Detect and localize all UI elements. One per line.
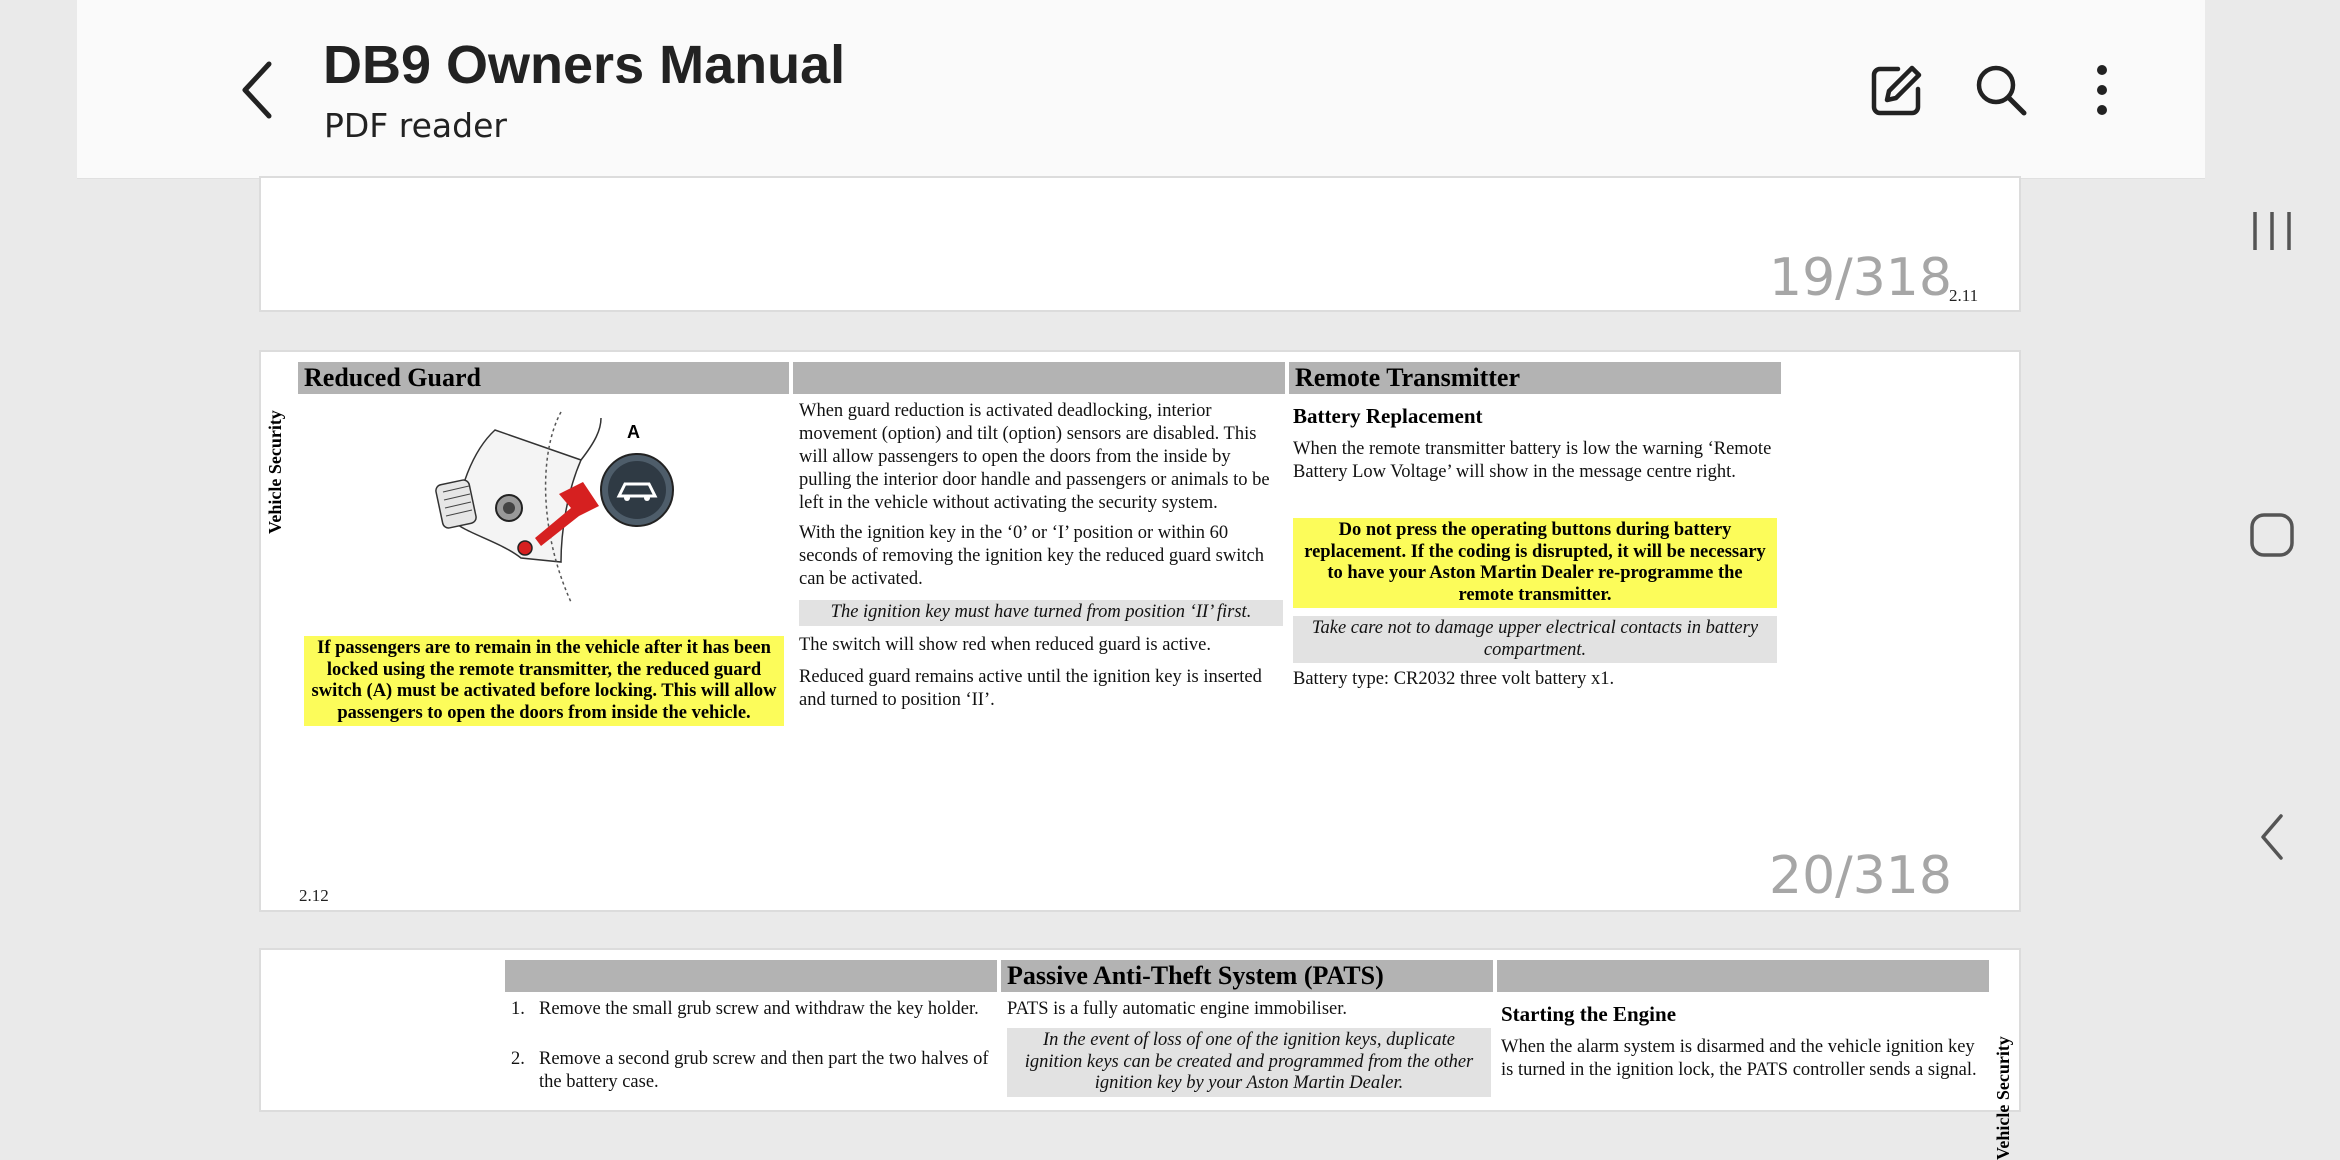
reduced-guard-switch-illustration — [411, 412, 711, 612]
back-button[interactable] — [217, 50, 297, 130]
section-side-label: Vehicle Security — [265, 410, 285, 534]
page-counter: 19/318 — [1769, 248, 1952, 308]
section-header-pats: Passive Anti-Theft System (PATS) — [1001, 960, 1493, 992]
paragraph-battery-type: Battery type: CR2032 three volt battery x1. — [1293, 669, 1615, 689]
pdf-page-21 — [261, 950, 2019, 1160]
section-side-label: Vehicle Security — [1993, 1036, 2013, 1160]
subheader-starting-engine: Starting the Engine — [1501, 1002, 1677, 1026]
note-electrical-contacts: Take care not to damage upper electrical contacts in battery compartment. — [1293, 616, 1777, 663]
section-header-reduced-guard: Reduced Guard — [298, 362, 789, 394]
subheader-battery-replacement: Battery Replacement — [1293, 404, 1483, 428]
paragraph-guard-remains: Reduced guard remains active until the ignition key is inserted and turned to position ‘II’. — [799, 667, 1262, 710]
back-icon — [2257, 812, 2287, 862]
paragraph-ignition-position: With the ignition key in the ‘0’ or ‘I’ position or within 60 seconds of removing the ignition key the reduced guard switch can be activated. — [799, 523, 1264, 589]
app-bar — [77, 0, 2205, 179]
page-counter: 20/318 — [1769, 846, 1952, 906]
list-item-2: Remove a second grub screw and then part the two halves of the battery case. — [539, 1049, 989, 1092]
page-reference: 2.12 — [299, 886, 329, 905]
search-button[interactable] — [1961, 50, 2041, 130]
pdf-page-20 — [261, 352, 2019, 910]
edit-button[interactable] — [1857, 50, 1937, 130]
more-options-button[interactable] — [2062, 50, 2142, 130]
note-ignition-key: The ignition key must have turned from position ‘II’ first. — [799, 600, 1283, 626]
paragraph-pats-immobiliser: PATS is a fully automatic engine immobiliser. — [1007, 999, 1348, 1019]
app-subtitle: PDF reader — [324, 106, 507, 145]
section-header-blank — [1497, 960, 1989, 992]
search-icon — [1972, 61, 2030, 119]
paragraph-guard-reduction: When guard reduction is activated deadlocking, interior movement (option) and tilt (option) sensors are disabled. This will allow passengers to open the doors from the inside by pulling the interior door handle and passengers or animals to be left in the vehicle without activating the security system. — [799, 401, 1270, 513]
system-nav-bar — [2205, 0, 2340, 1080]
section-header-blank — [793, 362, 1285, 394]
pdf-page-19 — [261, 178, 2019, 310]
home-icon — [2248, 511, 2296, 559]
recents-button[interactable] — [2227, 186, 2317, 276]
paragraph-battery-low: When the remote transmitter battery is low the warning ‘Remote Battery Low Voltage’ will show in the message centre right. — [1293, 439, 1772, 482]
system-back-button[interactable] — [2227, 792, 2317, 882]
list-item-1: Remove the small grub screw and withdraw the key holder. — [539, 999, 979, 1019]
list-number-1: 1. — [511, 999, 525, 1019]
recents-icon — [2249, 208, 2295, 254]
figure-callout-label: A — [627, 422, 640, 442]
page-reference: 2.11 — [1949, 286, 1979, 305]
more-vertical-icon — [2092, 62, 2112, 118]
warning-passengers: If passengers are to remain in the vehicle after it has been locked using the remote transmitter, the reduced guard switch (A) must be activated before locking. This will allow passengers to open the doors from inside the vehicle. — [304, 636, 784, 726]
warning-battery-buttons: Do not press the operating buttons during battery replacement. If the coding is disrupted, it will be necessary to have your Aston Martin Dealer re-programme the remote transmitter. — [1293, 518, 1777, 608]
document-title: DB9 Owners Manual — [323, 35, 846, 95]
paragraph-switch-red: The switch will show red when reduced guard is active. — [799, 635, 1212, 655]
section-header-blank — [505, 960, 997, 992]
pdf-viewer[interactable] — [77, 178, 2205, 1160]
note-duplicate-keys: In the event of loss of one of the ignition keys, duplicate ignition keys can be created and programmed from the other ignition key by your Aston Martin Dealer. — [1007, 1028, 1491, 1097]
section-header-remote-transmitter: Remote Transmitter — [1289, 362, 1781, 394]
chevron-left-icon — [237, 58, 277, 122]
home-button[interactable] — [2227, 490, 2317, 580]
edit-pencil-icon — [1868, 61, 1926, 119]
list-number-2: 2. — [511, 1049, 525, 1069]
paragraph-starting-engine: When the alarm system is disarmed and the vehicle ignition key is turned in the ignition lock, the PATS controller sends a signal. — [1501, 1037, 1977, 1080]
